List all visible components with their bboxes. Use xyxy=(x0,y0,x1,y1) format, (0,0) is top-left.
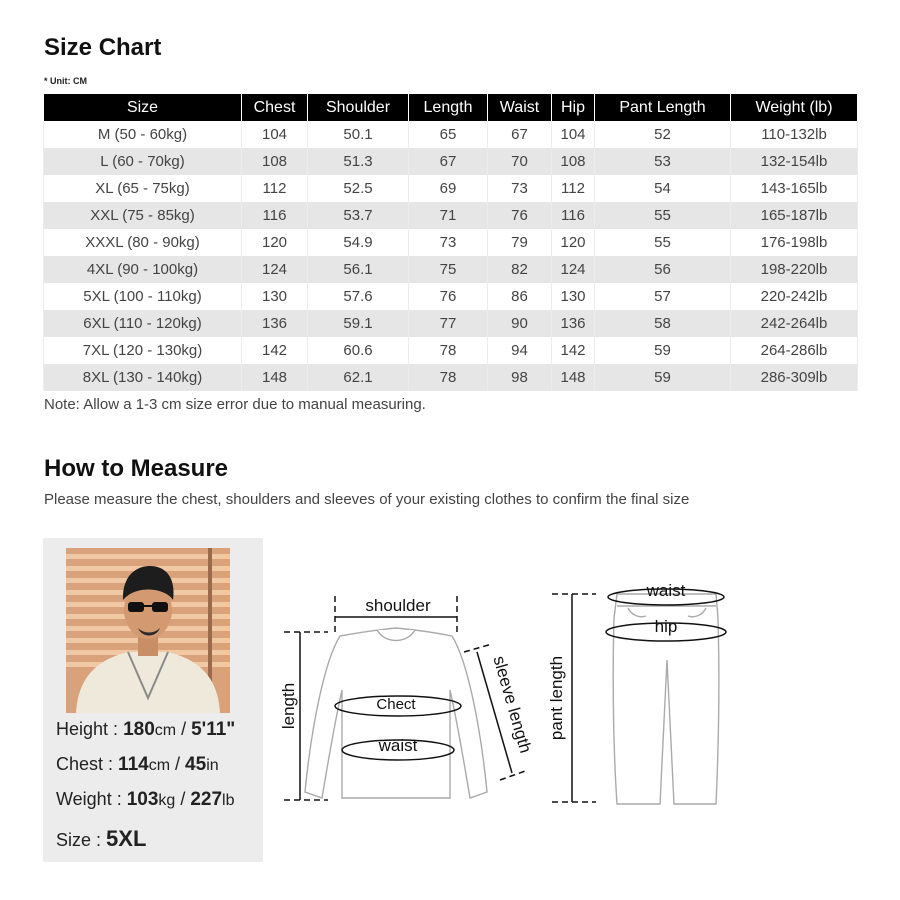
table-cell: 176-198lb xyxy=(731,229,858,256)
table-cell: 55 xyxy=(595,229,731,256)
table-cell: 6XL (110 - 120kg) xyxy=(44,310,242,337)
chest-in-unit: in xyxy=(206,757,219,774)
size-label: Size : xyxy=(56,830,102,850)
table-cell: 5XL (100 - 110kg) xyxy=(44,283,242,310)
sleeve-length-label: sleeve length xyxy=(489,653,536,756)
table-cell: 58 xyxy=(595,310,731,337)
table-cell: 130 xyxy=(242,283,308,310)
table-cell: 67 xyxy=(409,148,488,175)
table-cell: 98 xyxy=(488,364,552,391)
col-header-length: Length xyxy=(409,94,488,121)
shoulder-label: shoulder xyxy=(365,596,431,615)
table-cell: 112 xyxy=(552,175,595,202)
table-cell: 132-154lb xyxy=(731,148,858,175)
table-cell: 198-220lb xyxy=(731,256,858,283)
table-cell: 120 xyxy=(242,229,308,256)
how-to-measure-title: How to Measure xyxy=(44,455,229,482)
weight-kg-unit: kg xyxy=(158,792,176,809)
height-cm-unit: cm xyxy=(154,722,177,739)
sleeve-dash-top xyxy=(464,644,492,652)
waist-label: waist xyxy=(378,736,418,755)
table-cell: 54.9 xyxy=(308,229,409,256)
model-size xyxy=(56,826,146,852)
col-header-waist: Waist xyxy=(488,94,552,121)
table-cell: 136 xyxy=(552,310,595,337)
table-cell: 220-242lb xyxy=(731,283,858,310)
table-cell: M (50 - 60kg) xyxy=(44,121,242,148)
table-cell: 108 xyxy=(552,148,595,175)
table-row xyxy=(44,364,858,391)
table-cell: 165-187lb xyxy=(731,202,858,229)
table-row xyxy=(44,202,858,229)
table-cell: 86 xyxy=(488,283,552,310)
table-cell: 130 xyxy=(552,283,595,310)
table-cell: 148 xyxy=(242,364,308,391)
table-cell: 124 xyxy=(552,256,595,283)
table-cell: XXXL (80 - 90kg) xyxy=(44,229,242,256)
table-cell: 69 xyxy=(409,175,488,202)
weight-lb-unit: lb xyxy=(222,792,235,809)
col-header-hip: Hip xyxy=(552,94,595,121)
table-cell: 143-165lb xyxy=(731,175,858,202)
table-cell: XL (65 - 75kg) xyxy=(44,175,242,202)
weight-kg-value: 103 xyxy=(126,789,159,810)
table-cell: 59 xyxy=(595,337,731,364)
table-cell: 7XL (120 - 130kg) xyxy=(44,337,242,364)
table-cell: 53.7 xyxy=(308,202,409,229)
table-cell: 56 xyxy=(595,256,731,283)
table-row xyxy=(44,175,858,202)
unit-note: * Unit: CM xyxy=(44,76,87,86)
table-cell: 62.1 xyxy=(308,364,409,391)
table-row xyxy=(44,121,858,148)
weight-lb-value: 227 xyxy=(190,789,223,810)
sweater-diagram xyxy=(305,628,487,798)
table-cell: L (60 - 70kg) xyxy=(44,148,242,175)
col-header-shoulder: Shoulder xyxy=(308,94,409,121)
table-cell: 57.6 xyxy=(308,283,409,310)
height-ft-value: 5'11" xyxy=(191,719,236,740)
table-cell: 59.1 xyxy=(308,310,409,337)
model-weight xyxy=(56,789,235,811)
table-cell: 104 xyxy=(552,121,595,148)
table-header-row xyxy=(44,94,858,121)
height-separator: / xyxy=(176,719,192,739)
table-cell: 73 xyxy=(488,175,552,202)
table-cell: 76 xyxy=(488,202,552,229)
measurement-diagram xyxy=(270,570,740,820)
table-cell: 4XL (90 - 100kg) xyxy=(44,256,242,283)
chest-in-value: 45 xyxy=(185,754,207,775)
table-cell: 82 xyxy=(488,256,552,283)
chest-separator: / xyxy=(170,754,186,774)
height-label: Height : xyxy=(56,719,119,739)
col-header-size: Size xyxy=(44,94,242,121)
table-cell: 56.1 xyxy=(308,256,409,283)
table-row xyxy=(44,337,858,364)
table-cell: 120 xyxy=(552,229,595,256)
sleeve-dash-bottom xyxy=(500,770,528,780)
table-cell: 142 xyxy=(552,337,595,364)
size-chart-title: Size Chart xyxy=(44,34,162,61)
table-cell: 110-132lb xyxy=(731,121,858,148)
chest-cm-value: 114 xyxy=(118,754,149,775)
table-cell: 52.5 xyxy=(308,175,409,202)
table-cell: 78 xyxy=(409,364,488,391)
table-cell: 76 xyxy=(409,283,488,310)
how-to-measure-subtitle: Please measure the chest, shoulders and sleeves of your existing clothes to confirm the final size xyxy=(44,491,690,508)
table-cell: 73 xyxy=(409,229,488,256)
model-height xyxy=(56,719,235,741)
table-row xyxy=(44,283,858,310)
table-row xyxy=(44,310,858,337)
table-cell: 78 xyxy=(409,337,488,364)
size-table xyxy=(43,94,858,391)
table-cell: 242-264lb xyxy=(731,310,858,337)
table-cell: 59 xyxy=(595,364,731,391)
model-photo xyxy=(66,548,230,713)
table-cell: 75 xyxy=(409,256,488,283)
table-cell: 52 xyxy=(595,121,731,148)
table-cell: 60.6 xyxy=(308,337,409,364)
pant-length-label: pant length xyxy=(547,655,566,741)
table-row xyxy=(44,256,858,283)
weight-separator: / xyxy=(175,789,191,809)
pant-waist-label: waist xyxy=(646,581,686,600)
table-cell: 104 xyxy=(242,121,308,148)
table-cell: 8XL (130 - 140kg) xyxy=(44,364,242,391)
col-header-weight: Weight (lb) xyxy=(731,94,858,121)
table-cell: 136 xyxy=(242,310,308,337)
chest-label: Chect xyxy=(376,696,416,713)
table-cell: 286-309lb xyxy=(731,364,858,391)
table-cell: 94 xyxy=(488,337,552,364)
table-cell: 67 xyxy=(488,121,552,148)
table-cell: 142 xyxy=(242,337,308,364)
chest-label: Chest : xyxy=(56,754,114,774)
table-cell: 50.1 xyxy=(308,121,409,148)
table-cell: 54 xyxy=(595,175,731,202)
table-cell: 77 xyxy=(409,310,488,337)
table-cell: 108 xyxy=(242,148,308,175)
model-photo-illustration xyxy=(66,548,230,713)
table-cell: 53 xyxy=(595,148,731,175)
measure-note: Note: Allow a 1-3 cm size error due to manual measuring. xyxy=(44,396,426,413)
table-cell: 90 xyxy=(488,310,552,337)
size-value: 5XL xyxy=(106,826,147,851)
chest-cm-unit: cm xyxy=(148,757,171,774)
table-cell: 116 xyxy=(552,202,595,229)
model-chest xyxy=(56,754,219,776)
table-cell: 79 xyxy=(488,229,552,256)
table-cell: 65 xyxy=(409,121,488,148)
col-header-chest: Chest xyxy=(242,94,308,121)
table-cell: 148 xyxy=(552,364,595,391)
height-cm-value: 180 xyxy=(123,719,155,740)
table-cell: 116 xyxy=(242,202,308,229)
table-cell: 70 xyxy=(488,148,552,175)
hip-label: hip xyxy=(654,617,678,636)
length-label: length xyxy=(279,682,298,730)
table-cell: 71 xyxy=(409,202,488,229)
table-cell: 124 xyxy=(242,256,308,283)
weight-label: Weight : xyxy=(56,789,122,809)
table-row xyxy=(44,229,858,256)
col-header-pant-length: Pant Length xyxy=(595,94,731,121)
table-cell: 57 xyxy=(595,283,731,310)
table-row xyxy=(44,148,858,175)
table-cell: XXL (75 - 85kg) xyxy=(44,202,242,229)
table-cell: 264-286lb xyxy=(731,337,858,364)
table-cell: 55 xyxy=(595,202,731,229)
table-cell: 51.3 xyxy=(308,148,409,175)
table-cell: 112 xyxy=(242,175,308,202)
